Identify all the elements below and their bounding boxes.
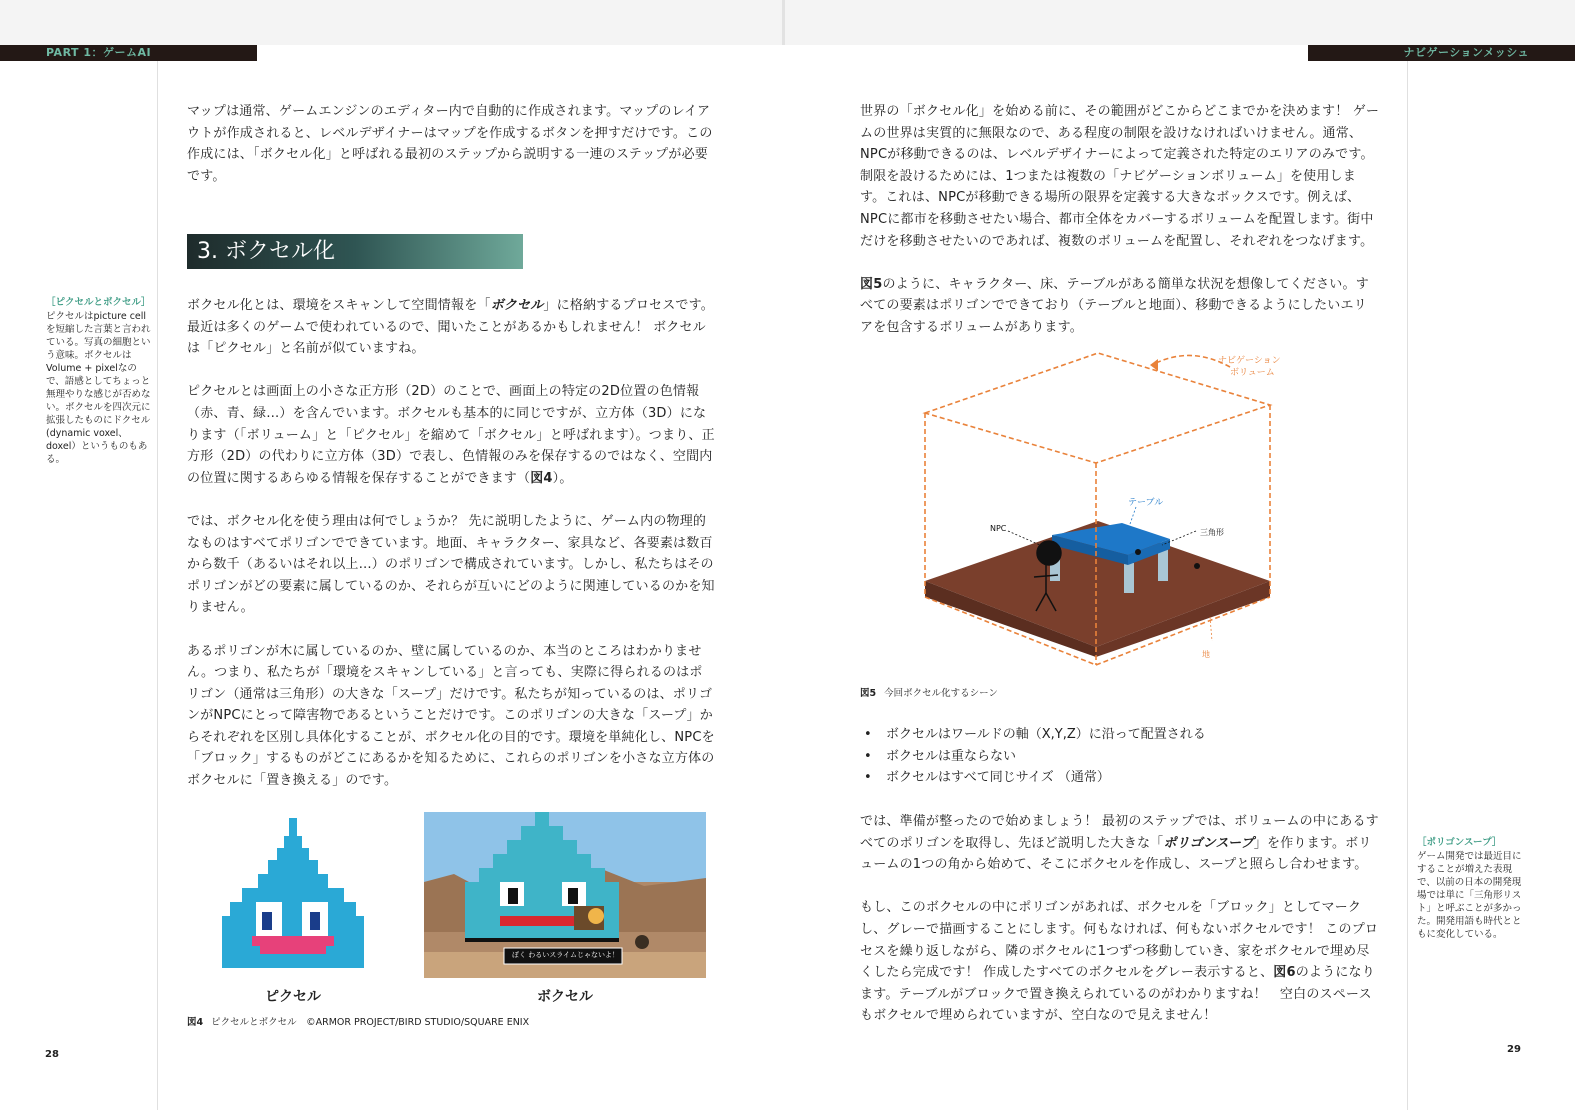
intro-paragraph: マップは通常、ゲームエンジンのエディター内で自動的に作成されます。マップのレイアウトが作成されると、レベルデザイナーはマップを作成するボタンを押すだけです。この作成には、「ボクセル化」と呼ばれる最初のステップから説明する一連のステップが必要です。 [187,104,713,184]
voxel-rules-list [862,724,1206,789]
figure-4-number: 図4 [187,1017,204,1028]
figure-5-caption: 図5 今回ボクセル化するシーン [860,688,998,699]
top-margin-left [0,0,782,45]
sidenote-body: ピクセルはpicture cellを短縮した言葉と言われている。写真の細胞という意味。ボクセルはVolume + pixelなので、語感としてちょっと無理やりな感じが否めない。ボクセルを四次元に拡張したものにドクセル(dynamic voxel、doxel）というものもある。 [46,311,151,465]
voxel-dialog-text: ぼく わるいスライムじゃないよ！ [512,951,620,959]
margin-rule-right [1407,60,1408,1110]
label-table: テーブル [1128,498,1164,508]
sidenote-polygon-soup [1417,836,1523,941]
figure-5-scene [900,345,1300,675]
paragraph-start-voxelization: では、準備が整ったので始めましょう！ 最初のステップでは、ボリュームの中にあるすべてのポリゴンを取得し、先ほど説明した大きな「ポリゴンスープ」を作ります。ボリュームの1つの角から始めて、そこにボクセルを作成し、スープと照らし合わせます。 [860,814,1379,873]
figure-4-caption: 図4 ピクセルとボクセル ©ARMOR PROJECT/BIRD STUDIO/SQUARE ENIX [187,1017,530,1028]
label-nav-volume-line2: ボリューム [1230,368,1275,378]
label-triangle: 三角形 [1200,528,1224,537]
margin-rule-left [157,60,158,1110]
paragraph-polygon-soup: あるポリゴンが木に属しているのか、壁に属しているのか、本当のところはわかりません。つまり、私たちが「環境をスキャンしている」と言っても、実際に得られるのはポリゴン（通常は三角形）の大きな「スープ」だけです。私たちが知っているのは、ポリゴンがNPCにとって障害物であるということだけです。このポリゴンの大きな「スープ」からそれぞれを区別し具体化することが、ボクセル化の目的です。環境を単純化し、NPCを「ブロック」するものがどこにあるかを知るために、これらのポリゴンを小さな立方体のボクセルに「置き換える」のです。 [187,643,715,789]
list-item: • ボクセルはすべて同じサイズ （通常） [862,767,1206,789]
figure-reference: 図6 [1273,965,1296,981]
pixel-label: ピクセル [265,989,321,1005]
figure-reference: 図4 [530,470,553,486]
figure-reference: 図5 [860,276,883,292]
running-header-left: PART 1：ゲームAI [0,45,257,61]
voxel-label: ボクセル [537,989,593,1005]
label-nav-volume-line1: ナビゲーション [1218,356,1281,366]
pixel-slime-image [222,818,364,968]
label-ground: 地 [1202,650,1210,659]
sidenote-pixel-voxel [46,296,152,466]
sidenote-title: ［ポリゴンスープ］ [1417,837,1502,848]
sidenote-body: ゲーム開発では最近目にすることが増えた表現で、以前の日本の開発現場では単に「三角形リスト」と呼ぶことが多かった。開発用語も時代とともに変化している。 [1417,851,1522,940]
paragraph-nav-volume: 世界の「ボクセル化」を始める前に、その範囲がどこからどこまでかを決めます！ ゲームの世界は実質的に無限なので、ある程度の制限を設けなければいけません。通常、NPCが移動できるのは、レベルデザイナーによって定義された特定のエリアのみです。制限を設けるためには、1つまたは複数の「ナビゲーションボリューム」を使用します。これは、NPCが移動できる場所の限界を定義する大きなボックスです。例えば、NPCに都市を移動させたい場合、都市全体をカバーするボリュームを配置します。街中だけを移動させたいのであれば、複数のボリュームを配置し、それぞれをつなげます。 [860,104,1380,249]
page-number-right: 29 [1507,1044,1521,1055]
list-item: • ボクセルはワールドの軸（X,Y,Z）に沿って配置される [862,724,1206,746]
label-npc: NPC [990,524,1007,533]
sidenote-title: ［ピクセルとボクセル］ [46,297,151,308]
paragraph-why-voxelize: では、ボクセル化を使う理由は何でしょうか？ 先に説明したように、ゲーム内の物理的なものはすべてポリゴンでできています。地面、キャラクター、家具など、各要素は数百から数千（あるいはそれ以上…）のポリゴンで構成されています。しかし、私たちはそのポリゴンがどの要素に属しているのか、それらが互いにどのように関連しているのかを知りません。 [187,513,715,616]
right-body-top [860,101,1380,360]
list-item: • ボクセルは重ならない [862,746,1206,768]
paragraph-scene: 図5のように、キャラクター、床、テーブルがある簡単な状況を想像してください。すべての要素はポリゴンでできており（テーブルと地面）、移動できるようにしたいエリアを包含するボリュームがあります。 [860,276,1369,335]
running-header-right: ナビゲーションメッシュ [1308,45,1575,61]
paragraph-voxel-intro: ボクセル化とは、環境をスキャンして空間情報を「ボクセル」に格納するプロセスです。最近は多くのゲームで使われているので、聞いたことがあるかもしれません！ ボクセルは「ピクセル」と名前が似ていますね。 [187,298,714,357]
paragraph-block-marking: もし、このボクセルの中にポリゴンがあれば、ボクセルを「ブロック」としてマークし、グレーで描画することにします。何もなければ、何もないボクセルです！ このプロセスを繰り返しながら、隣のボクセルに1つずつ移動していき、家をボクセルで埋め尽くしたら完成です！ 作成したすべてのボクセルをグレー表示すると、図6のようになります。テーブルがブロックで置き換えられているのがわかりますね！ 空白のスペースもボクセルで埋められていますが、空白なので見えません！ [860,900,1379,1024]
top-margin-right [785,0,1575,45]
left-body-text [187,295,715,813]
section-heading-voxelization: 3. ボクセル化 [187,234,523,269]
right-body-bottom [860,811,1380,1049]
page-number-left: 28 [45,1049,59,1060]
paragraph-pixel-definition: ピクセルとは画面上の小さな正方形（2D）のことで、画面上の特定の2D位置の色情報（赤、青、緑…）を含んでいます。ボクセルも基本的に同じですが、立方体（3D）になります（「ボリューム」と「ピクセル」を縮めて「ボクセル」と呼ばれます）。つまり、正方形（2D）の代わりに立方体（3D）で表し、色情報のみを保存するのではなく、空間内の位置に関するあらゆる情報を保存することができます（図4）。 [187,384,715,486]
page-divider [782,45,785,1110]
figure-5-number: 図5 [860,688,877,699]
